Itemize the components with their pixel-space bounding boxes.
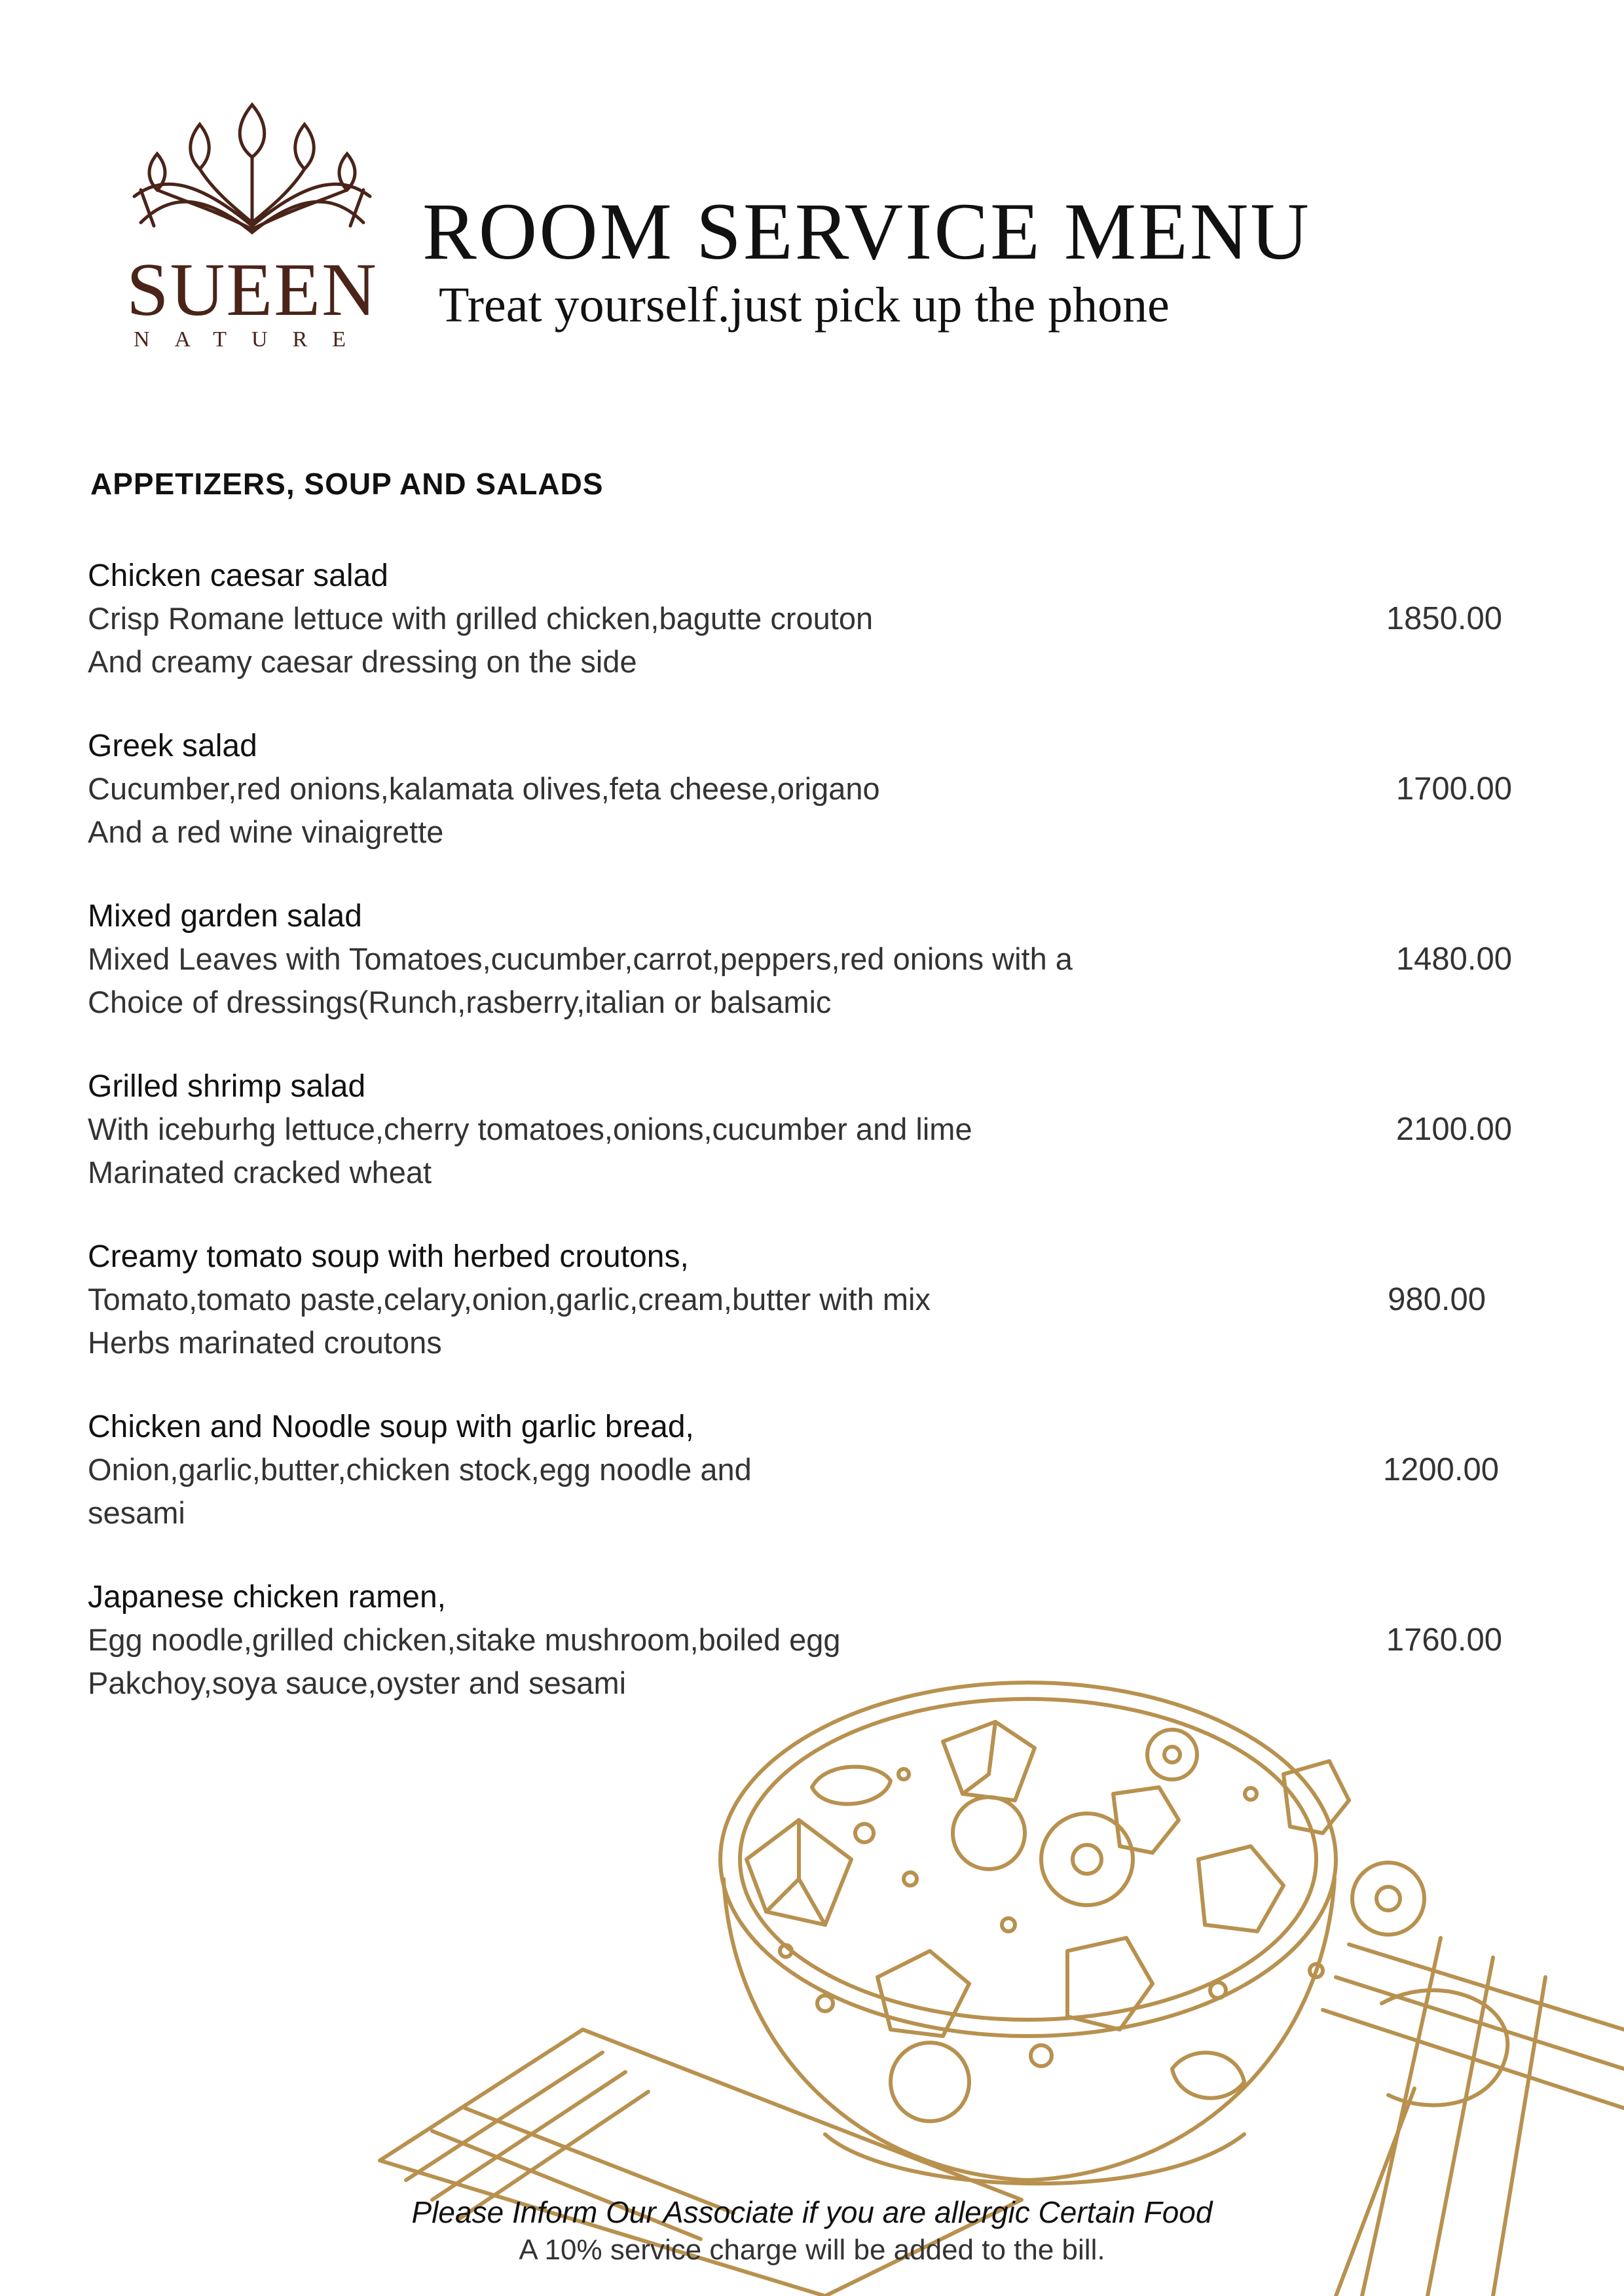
- item-price: 1200.00: [1382, 1452, 1499, 1487]
- item-name: Greek salad: [88, 729, 257, 763]
- section-title: APPETIZERS, SOUP AND SALADS: [90, 467, 604, 501]
- service-charge-note: A 10% service charge will be added to the bill.: [519, 2234, 1105, 2266]
- item-name: Japanese chicken ramen,: [88, 1580, 446, 1614]
- item-description: Crisp Romane lettuce with grilled chicken,bagutte crouton: [88, 601, 874, 636]
- item-description: Pakchoy,soya sauce,oyster and sesami: [88, 1666, 627, 1700]
- item-name: Mixed garden salad: [88, 899, 362, 934]
- brand-name: SUEEN: [126, 248, 378, 332]
- item-description: Tomato,tomato paste,celary,onion,garlic,cream,butter with mix: [88, 1282, 931, 1317]
- menu-item-grilled-shrimp-salad: [88, 1066, 1555, 1236]
- menu-item-chicken-caesar-salad: [88, 555, 1555, 725]
- item-description: Onion,garlic,butter,chicken stock,egg noodle and: [88, 1452, 752, 1487]
- menu-item-creamy-tomato-soup: [88, 1236, 1555, 1406]
- item-description: Cucumber,red onions,kalamata olives,feta cheese,origano: [88, 771, 880, 806]
- item-description: With iceburhg lettuce,cherry tomatoes,onions,cucumber and lime: [88, 1112, 972, 1146]
- item-price: 1480.00: [1395, 941, 1512, 977]
- item-price: 980.00: [1388, 1282, 1486, 1317]
- menu-list: [88, 555, 1555, 1747]
- item-name: Chicken and Noodle soup with garlic bread,: [88, 1410, 694, 1444]
- menu-item-mixed-garden-salad: [88, 896, 1555, 1066]
- item-name: Chicken caesar salad: [88, 558, 388, 593]
- item-price: 1760.00: [1386, 1622, 1502, 1658]
- allergy-note: Please Inform Our Associate if you are allergic Certain Food: [411, 2195, 1213, 2229]
- item-description: Herbs marinated croutons: [88, 1325, 442, 1360]
- item-name: Creamy tomato soup with herbed croutons,: [88, 1239, 689, 1274]
- item-description: And a red wine vinaigrette: [88, 814, 444, 849]
- item-description: Egg noodle,grilled chicken,sitake mushroom,boiled egg: [88, 1622, 841, 1657]
- menu-item-chicken-noodle-soup: [88, 1406, 1555, 1576]
- item-name: Grilled shrimp salad: [88, 1069, 366, 1104]
- item-price: 1700.00: [1395, 771, 1512, 807]
- item-description: Marinated cracked wheat: [88, 1155, 432, 1190]
- item-description: sesami: [88, 1495, 185, 1530]
- page-title: ROOM SERVICE MENU: [422, 187, 1311, 276]
- menu-item-greek-salad: [88, 725, 1555, 896]
- brand-logo: [115, 92, 390, 367]
- item-price: 1850.00: [1386, 601, 1502, 636]
- page-subtitle: Treat yourself.just pick up the phone: [439, 278, 1170, 333]
- item-description: Choice of dressings(Runch,rasberry,italian or balsamic: [88, 985, 832, 1019]
- item-description: And creamy caesar dressing on the side: [88, 644, 637, 679]
- crown-icon: [115, 92, 390, 249]
- brand-subtitle: NATURE: [133, 327, 371, 352]
- item-price: 2100.00: [1395, 1112, 1512, 1147]
- item-description: Mixed Leaves with Tomatoes,cucumber,carrot,peppers,red onions with a: [88, 941, 1073, 976]
